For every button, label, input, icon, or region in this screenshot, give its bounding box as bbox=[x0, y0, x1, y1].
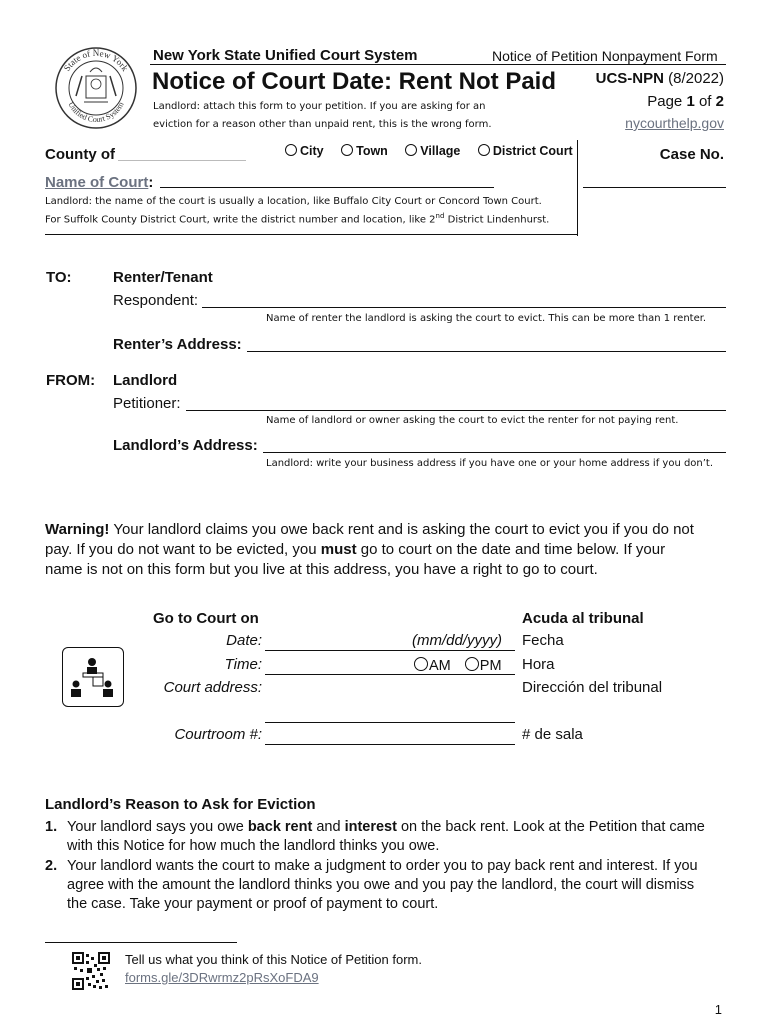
direccion-label: Dirección del tribunal bbox=[522, 679, 663, 696]
reasons-heading: Landlord’s Reason to Ask for Eviction bbox=[45, 796, 316, 813]
website-link[interactable]: nycourthelp.gov bbox=[625, 115, 724, 131]
form-code bbox=[596, 70, 724, 87]
respondent-label: Respondent: bbox=[113, 292, 199, 309]
system-name: New York State Unified Court System bbox=[153, 47, 418, 64]
hora-label: Hora bbox=[522, 656, 555, 673]
page-title: Notice of Court Date: Rent Not Paid bbox=[152, 68, 557, 95]
respondent-field[interactable] bbox=[202, 307, 726, 308]
county-label: County of bbox=[45, 146, 115, 163]
county-field[interactable] bbox=[118, 160, 246, 161]
radio-district-court[interactable]: District Court bbox=[478, 144, 573, 158]
court-type-options bbox=[285, 144, 573, 158]
courtroom-icon bbox=[62, 647, 124, 707]
radio-pm[interactable]: PM bbox=[465, 658, 502, 674]
courtroom-field[interactable] bbox=[265, 744, 515, 745]
petitioner-note: Name of landlord or owner asking the court to evict the renter for not paying rent. bbox=[266, 415, 679, 426]
courtroom-label: Courtroom #: bbox=[174, 726, 262, 743]
case-no-field[interactable] bbox=[583, 187, 726, 188]
respondent-note: Name of renter the landlord is asking the court to evict. This can be more than 1 renter. bbox=[266, 313, 707, 324]
renter-address-field[interactable] bbox=[247, 351, 726, 352]
form-date: (8/2022) bbox=[668, 70, 724, 87]
landlord-address-note: Landlord: write your business address if you have one or your home address if you don’t. bbox=[266, 458, 714, 469]
petitioner-label: Petitioner: bbox=[113, 395, 181, 412]
landlord-address-field[interactable] bbox=[263, 452, 726, 453]
radio-village[interactable]: Village bbox=[405, 144, 460, 158]
petitioner-field[interactable] bbox=[186, 410, 726, 411]
date-label: Date: bbox=[226, 632, 262, 649]
court-seal bbox=[54, 46, 138, 130]
to-label: TO: bbox=[46, 269, 72, 286]
court-address-label: Court address: bbox=[163, 679, 262, 696]
feedback-text: Tell us what you think of this Notice of Petition form. bbox=[125, 952, 422, 967]
court-address-field-1[interactable] bbox=[265, 722, 515, 723]
renter-heading: Renter/Tenant bbox=[113, 269, 213, 286]
qr-code-icon bbox=[72, 952, 110, 990]
svg-text:State of New York: State of New York bbox=[61, 47, 131, 73]
renter-address-label: Renter’s Address: bbox=[113, 336, 242, 353]
radio-am[interactable]: AM bbox=[414, 658, 451, 674]
seal-icon bbox=[54, 46, 138, 130]
name-of-court-field[interactable] bbox=[160, 187, 494, 188]
time-field[interactable] bbox=[265, 674, 515, 675]
landlord-instructions-2: eviction for a reason other than unpaid rent, this is the wrong form. bbox=[153, 119, 492, 130]
radio-city[interactable]: City bbox=[285, 144, 324, 158]
form-type: Notice of Petition Nonpayment Form bbox=[492, 48, 718, 64]
time-label: Time: bbox=[224, 656, 262, 673]
date-field[interactable] bbox=[265, 650, 515, 651]
date-format: (mm/dd/yyyy) bbox=[412, 632, 502, 649]
landlord-instructions-1: Landlord: attach this form to your petition. If you are asking for an bbox=[153, 101, 486, 112]
from-label: FROM: bbox=[46, 372, 96, 389]
svg-text:Unified Court System: Unified Court System bbox=[66, 100, 126, 125]
court-name-note-2: For Suffolk County District Court, write the district number and location, like 2nd District Lindenhurst. bbox=[45, 212, 550, 226]
name-of-court-label: Name of Court: bbox=[45, 174, 154, 191]
landlord-heading: Landlord bbox=[113, 372, 178, 389]
form-code-id: UCS-NPN bbox=[595, 70, 664, 87]
ampm-options bbox=[414, 657, 502, 674]
warning-paragraph: Warning! Your landlord claims you owe back rent and is asking the court to evict you if you do not pay. If you do not want to be evicted, you must go to court on the date and time below. If your name is not on this form but you live at this address, you have a right to go to court. bbox=[45, 521, 694, 578]
feedback-link[interactable]: forms.gle/3DRwrmz2pRsXoFDA9 bbox=[125, 970, 319, 985]
reason-item-1: 1. Your landlord says you owe back rent and interest on the back rent. Look at the Petition that came with this Notice for how much the landlord thinks you owe. bbox=[45, 819, 705, 854]
case-no-label: Case No. bbox=[659, 146, 724, 163]
landlord-address-label: Landlord’s Address: bbox=[113, 437, 258, 454]
reason-item-2: 2. Your landlord wants the court to make a judgment to order you to pay back rent and interest. If you agree with the amount the landlord thinks you owe and you pay the landlord, the court will dismiss the case. Take your payment or proof of payment to court. bbox=[45, 858, 698, 912]
page-indicator: Page 1 of 2 bbox=[647, 93, 724, 110]
radio-town[interactable]: Town bbox=[341, 144, 388, 158]
acuda-heading: Acuda al tribunal bbox=[522, 610, 644, 627]
fecha-label: Fecha bbox=[522, 632, 564, 649]
go-to-court-heading: Go to Court on bbox=[153, 610, 259, 627]
court-name-note-1: Landlord: the name of the court is usually a location, like Buffalo City Court or Concord Town Court. bbox=[45, 196, 542, 207]
sala-label: # de sala bbox=[522, 726, 583, 743]
page-number: 1 bbox=[714, 1002, 722, 1017]
